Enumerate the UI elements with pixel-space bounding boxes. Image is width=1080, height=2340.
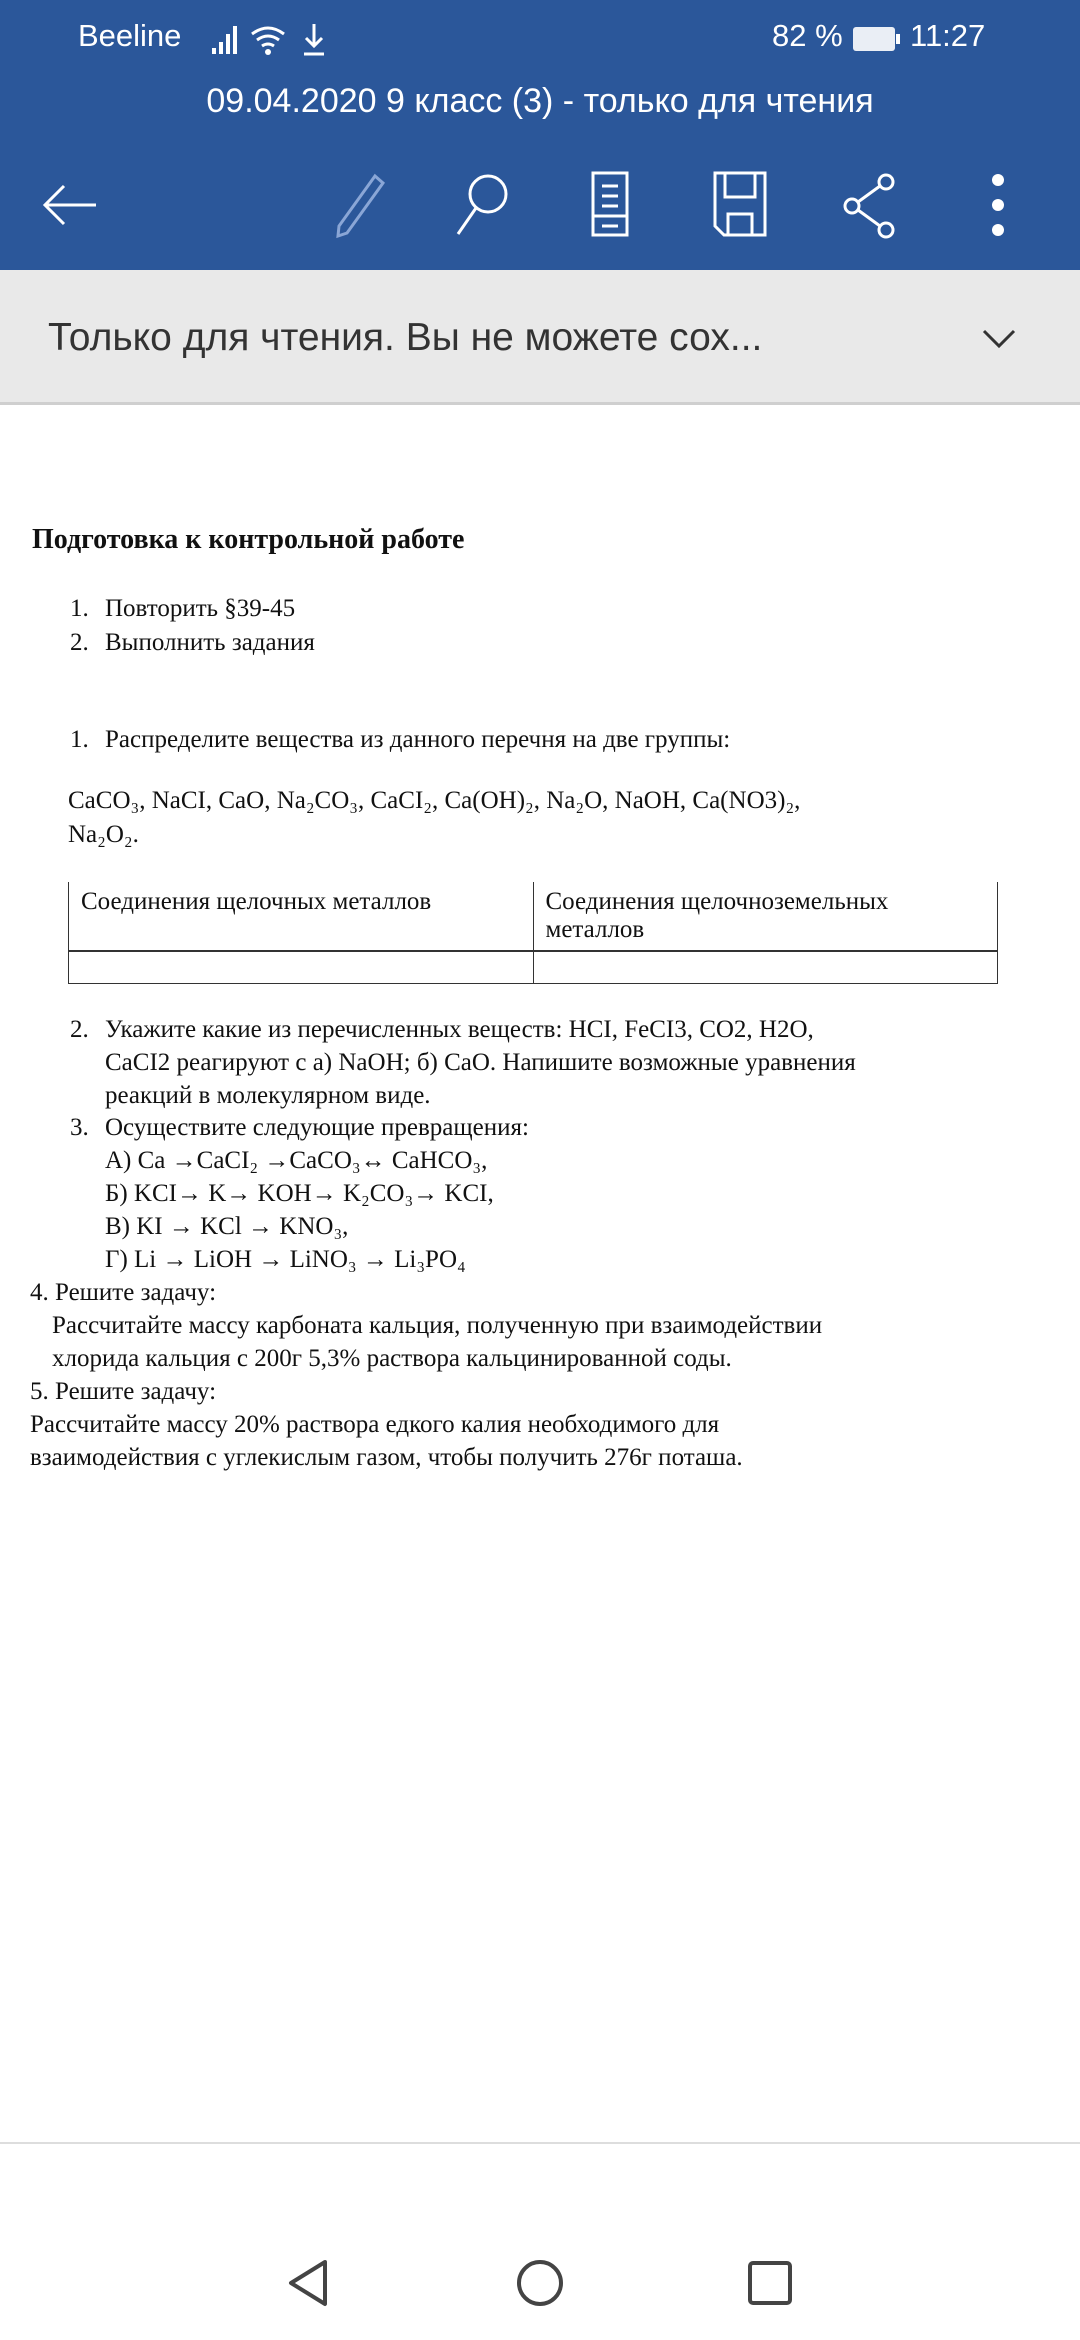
reading-view-button[interactable] [575, 170, 645, 240]
question-number: 2. [70, 1016, 89, 1043]
question-3-line: Г) Li → LiOH → LiNO₃ → Li₃PO₄ [105, 1246, 466, 1273]
back-arrow-icon [40, 180, 100, 230]
more-icon [988, 170, 1008, 240]
list-item: Повторить §39-45 [105, 595, 296, 622]
question-4-title: 4. Решите задачу: [30, 1279, 217, 1306]
question-3-line: Б) KCI→ K→ KOH→ K₂CO₃→ KCI, [105, 1180, 494, 1207]
question-3-line: А) Ca →CaCI₂ →CaCO₃↔ CaHCO₃, [105, 1147, 488, 1174]
question-2-line: CaCI2 реагируют с а) NaOH; б) CaO. Напишите возможные уравнения [105, 1049, 856, 1076]
battery-percent: 82 % [772, 18, 843, 53]
table-cell [533, 951, 998, 983]
battery-icon [852, 24, 902, 54]
clock: 11:27 [910, 18, 986, 53]
reading-view-icon [590, 170, 630, 240]
table-header-cell: Соединения щелочных металлов [69, 882, 534, 951]
question-3-line: В) KI → KCl → KNO₃, [105, 1213, 349, 1240]
question-number: 1. [70, 726, 89, 753]
groups-table [68, 882, 998, 984]
question-number: 3. [70, 1114, 89, 1141]
table-cell [69, 951, 534, 983]
nav-home-icon[interactable] [515, 2258, 565, 2308]
carrier: Beeline [78, 18, 182, 53]
chevron-down-icon[interactable] [982, 328, 1016, 350]
question-5-line: взаимодействия с углекислым газом, чтобы получить 276г поташа. [30, 1444, 743, 1471]
question-3-line: Осуществите следующие превращения: [105, 1114, 529, 1141]
edit-button[interactable] [320, 170, 390, 240]
navigation-bar [0, 2222, 1080, 2340]
question-2-line: реакций в молекулярном виде. [105, 1082, 431, 1109]
share-button[interactable] [835, 170, 905, 240]
more-options-button[interactable] [963, 170, 1033, 240]
formula-list: Na₂O₂. [68, 821, 139, 848]
search-button[interactable] [447, 170, 517, 240]
question-5-line: Рассчитайте массу 20% раствора едкого калия необходимого для [30, 1411, 720, 1438]
question-4-line: Рассчитайте массу карбоната кальция, полученную при взаимодействии [52, 1312, 823, 1339]
formula-list: CaCO₃, NaCI, CaO, Na₂CO₃, CaCI₂, Ca(OH)₂, Na₂O, NaOH, Ca(NO3)₂, [68, 787, 801, 814]
search-icon [452, 170, 512, 240]
save-button[interactable] [705, 170, 775, 240]
doc-heading: Подготовка к контрольной работе [32, 524, 465, 555]
app-header [0, 0, 1080, 270]
list-item: Выполнить задания [105, 629, 315, 656]
question-4-line: хлорида кальция с 200г 5,3% раствора кальцинированной соды. [52, 1345, 732, 1372]
share-icon [840, 170, 900, 240]
save-icon [712, 170, 768, 240]
question-2-line: Укажите какие из перечисленных веществ: HCI, FeCI3, CO2, H2O, [105, 1016, 814, 1043]
list-number: 2. [70, 629, 89, 656]
status-icons [210, 20, 330, 60]
question-5-title: 5. Решите задачу: [30, 1378, 217, 1405]
nav-back-icon[interactable] [285, 2258, 335, 2308]
document-title: 09.04.2020 9 класс (3) - только для чтения [206, 82, 874, 120]
list-number: 1. [70, 595, 89, 622]
question-1-text: Распределите вещества из данного перечня на две группы: [105, 726, 731, 753]
divider [0, 2142, 1080, 2144]
back-button[interactable] [35, 170, 105, 240]
banner-text: Только для чтения. Вы не можете сох... [48, 316, 763, 359]
pencil-icon [325, 170, 385, 240]
table-header-cell: Соединения щелочноземельных металлов [533, 882, 998, 951]
nav-recents-icon[interactable] [747, 2260, 793, 2306]
